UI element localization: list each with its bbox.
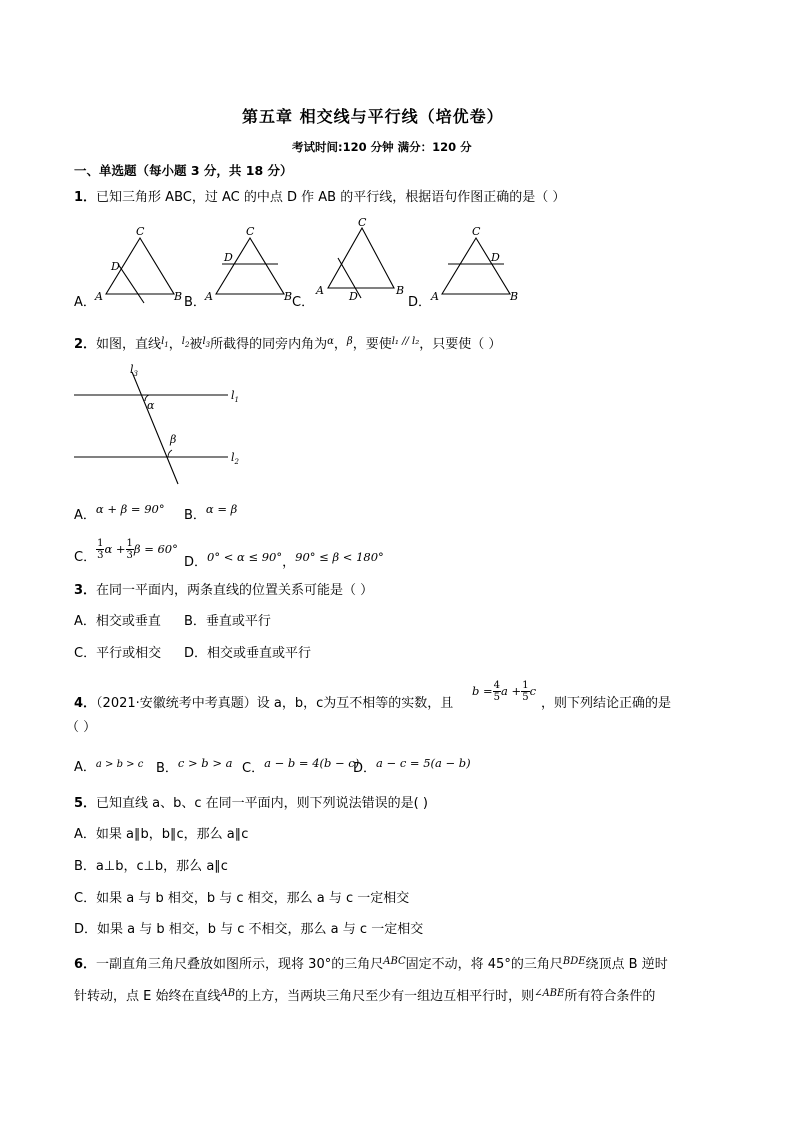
question-text: 的上方，当两块三角尺至少有一组边互相平行时，则 [235,989,535,1004]
vertex-label-a: A [95,290,103,303]
q5-option-d[interactable]: D．如果 a 与 b 相交，b 与 c 不相交，那么 a 与 c 一定相交 [74,922,424,937]
label-l2: $l_2$ [231,451,239,466]
question-text: 所截得的同旁内角为 [210,337,328,352]
option-label: C． [74,550,97,565]
q2-figure [70,362,250,486]
q4-option-c[interactable] [242,756,359,776]
q1-option-c-figure [312,216,408,304]
option-expression: a > b > c [95,759,144,770]
vertex-label-b: B [174,290,183,303]
question-text: 绕顶点 B 逆时 [585,957,668,972]
question-text: 针转动，点 E 始终在直线 [74,989,221,1004]
vertex-label-c: C [136,225,145,238]
label-alpha: α [147,399,155,412]
triangle-abc: ABC [383,956,406,967]
line-l3 [132,372,178,484]
section-heading: 一、单选题（每小题 3 分，共 18 分） [74,163,293,178]
question-text: 已知三角形 ABC，过 AC 的中点 D 作 AB 的平行线，根据语句作图正确的是（ ） [96,190,566,205]
option-label: C． [242,761,265,776]
label-beta: β [170,433,177,446]
question-text: ， [168,337,182,352]
label-l1: $l_1$ [231,389,239,404]
q2-option-b[interactable] [184,502,237,523]
vertex-label-d: D [491,251,500,264]
question-number: 2． [74,337,97,352]
answer-paren: （ ） [66,720,97,735]
vertex-label-c: C [246,225,255,238]
vertex-label-a: A [205,290,213,303]
q1-option-b-figure [202,224,298,304]
question-number: 4． [74,696,97,711]
vertex-label-c: C [472,225,481,238]
question-text: 所有符合条件的 [564,989,656,1004]
question-text: 已知直线 a、b、c 在同一平面内，则下列说法错误的是( ) [96,796,428,811]
vertex-label-d: D [111,260,120,273]
line-l2: l2 [181,336,190,349]
fraction-four-fifths: $\frac{4}{5}$ [493,680,501,703]
question-1 [74,186,565,205]
question-text: 在同一平面内，两条直线的位置关系可能是（ ） [96,583,374,598]
option-label: A． [74,760,96,775]
vertex-label-b: B [510,290,519,303]
question-text: ，要使 [352,337,392,352]
question-number: 1． [74,190,97,205]
question-text: 固定不动，将 45°的三角尺 [405,957,563,972]
option-label: B． [156,761,178,776]
fraction-one-third: $\frac{1}{3}$ [97,538,104,561]
q4-option-a[interactable] [74,756,143,775]
option-label: D． [184,555,208,570]
question-4 [74,692,453,711]
vertex-label-b: B [284,290,293,303]
option-label: D． [353,761,377,776]
q4-option-b[interactable] [156,756,232,776]
option-expression: α + β = 90° [95,502,165,516]
triangle-abc [328,228,394,288]
q1-option-b-label[interactable]: B． [184,295,206,310]
vertex-label-d: D [224,251,233,264]
q3-option-a[interactable]: A．相交或垂直 [74,614,161,629]
question-text: 被 [189,337,203,352]
line-ab: AB [220,988,236,999]
equation-part: b = [472,684,493,698]
q1-option-c-label[interactable]: C． [292,295,315,310]
question-text-cont: ，则下列结论正确的是 [541,696,672,711]
question-6 [74,953,668,972]
q2-option-a[interactable] [74,502,165,523]
option-expression: a − b = 4(b − c) [264,756,360,770]
q5-option-b[interactable]: B．a⊥b，c⊥b，那么 a∥c [74,859,228,874]
vertex-label-d: D [349,290,358,303]
drawn-line [118,264,144,303]
question-text: ， [333,337,347,352]
page-title: 第五章 相交线与平行线（培优卷） [242,107,504,126]
option-expression: α = β [205,502,238,516]
vertex-label-a: A [431,290,439,303]
triangle-abc [216,238,284,294]
angle-alpha: α [327,336,334,347]
question-6-line-2 [74,985,655,1004]
angle-abe: ∠ABE [534,988,565,999]
q2-option-d[interactable] [184,550,384,570]
option-expression: 0° < α ≤ 90° [207,550,283,564]
q3-option-c[interactable]: C．平行或相交 [74,646,162,661]
q1-option-a-label[interactable]: A． [74,295,96,310]
question-text: 如图，直线 [96,337,162,352]
triangle-abc [442,238,510,294]
option-label: B． [184,508,206,523]
option-expression: α + [104,542,126,556]
parallel-condition: l₁ // l₂ [391,336,420,347]
question-2 [74,333,501,352]
angle-beta: β [346,336,353,347]
equation-part: c [529,684,537,698]
q3-option-b[interactable]: B．垂直或平行 [184,614,271,629]
vertex-label-c: C [358,216,367,229]
question-text: 一副直角三角尺叠放如图所示，现将 30°的三角尺 [96,957,384,972]
option-expression: a − c = 5(a − b) [376,756,471,770]
q5-option-a[interactable]: A．如果 a∥b，b∥c，那么 a∥c [74,827,249,842]
line-l3: l3 [202,336,211,349]
option-expression: c > b > a [177,756,233,770]
question-5 [74,792,428,811]
q1-option-a-figure [92,224,188,304]
q1-option-d-figure [428,224,524,304]
q5-option-c[interactable]: C．如果 a 与 b 相交，b 与 c 相交，那么 a 与 c 一定相交 [74,891,410,906]
question-text: （2021·安徽统考中考真题）设 a，b，c为互不相等的实数，且 [96,696,454,711]
question-number: 6． [74,957,97,972]
question-text: ，只要使（ ） [419,337,502,352]
option-expression: 90° ≤ β < 180° [295,550,384,564]
question-number: 3． [74,583,97,598]
vertex-label-b: B [396,284,405,297]
line-l1: l1 [161,336,169,349]
question-number: 5． [74,796,97,811]
angle-beta-arc [168,450,172,457]
option-separator: ， [282,555,296,570]
q4-equation [472,680,536,703]
fraction-one-fifth: $\frac{1}{5}$ [522,680,529,703]
q3-option-d[interactable]: D．相交或垂直或平行 [184,646,312,661]
q2-option-c[interactable] [74,538,178,565]
option-expression: β = 60° [133,542,178,556]
question-3 [74,579,373,598]
vertex-label-a: A [316,284,324,297]
exam-info: 考试时间:120 分钟 满分：120 分 [292,140,472,154]
option-label: A． [74,508,96,523]
q4-option-d[interactable] [353,756,471,776]
equation-part: a + [501,684,522,698]
q1-option-d-label[interactable]: D． [408,295,432,310]
triangle-bde: BDE [562,956,586,967]
fraction-one-third: $\frac{1}{3}$ [126,538,133,561]
label-l3: $l_3$ [130,363,138,378]
